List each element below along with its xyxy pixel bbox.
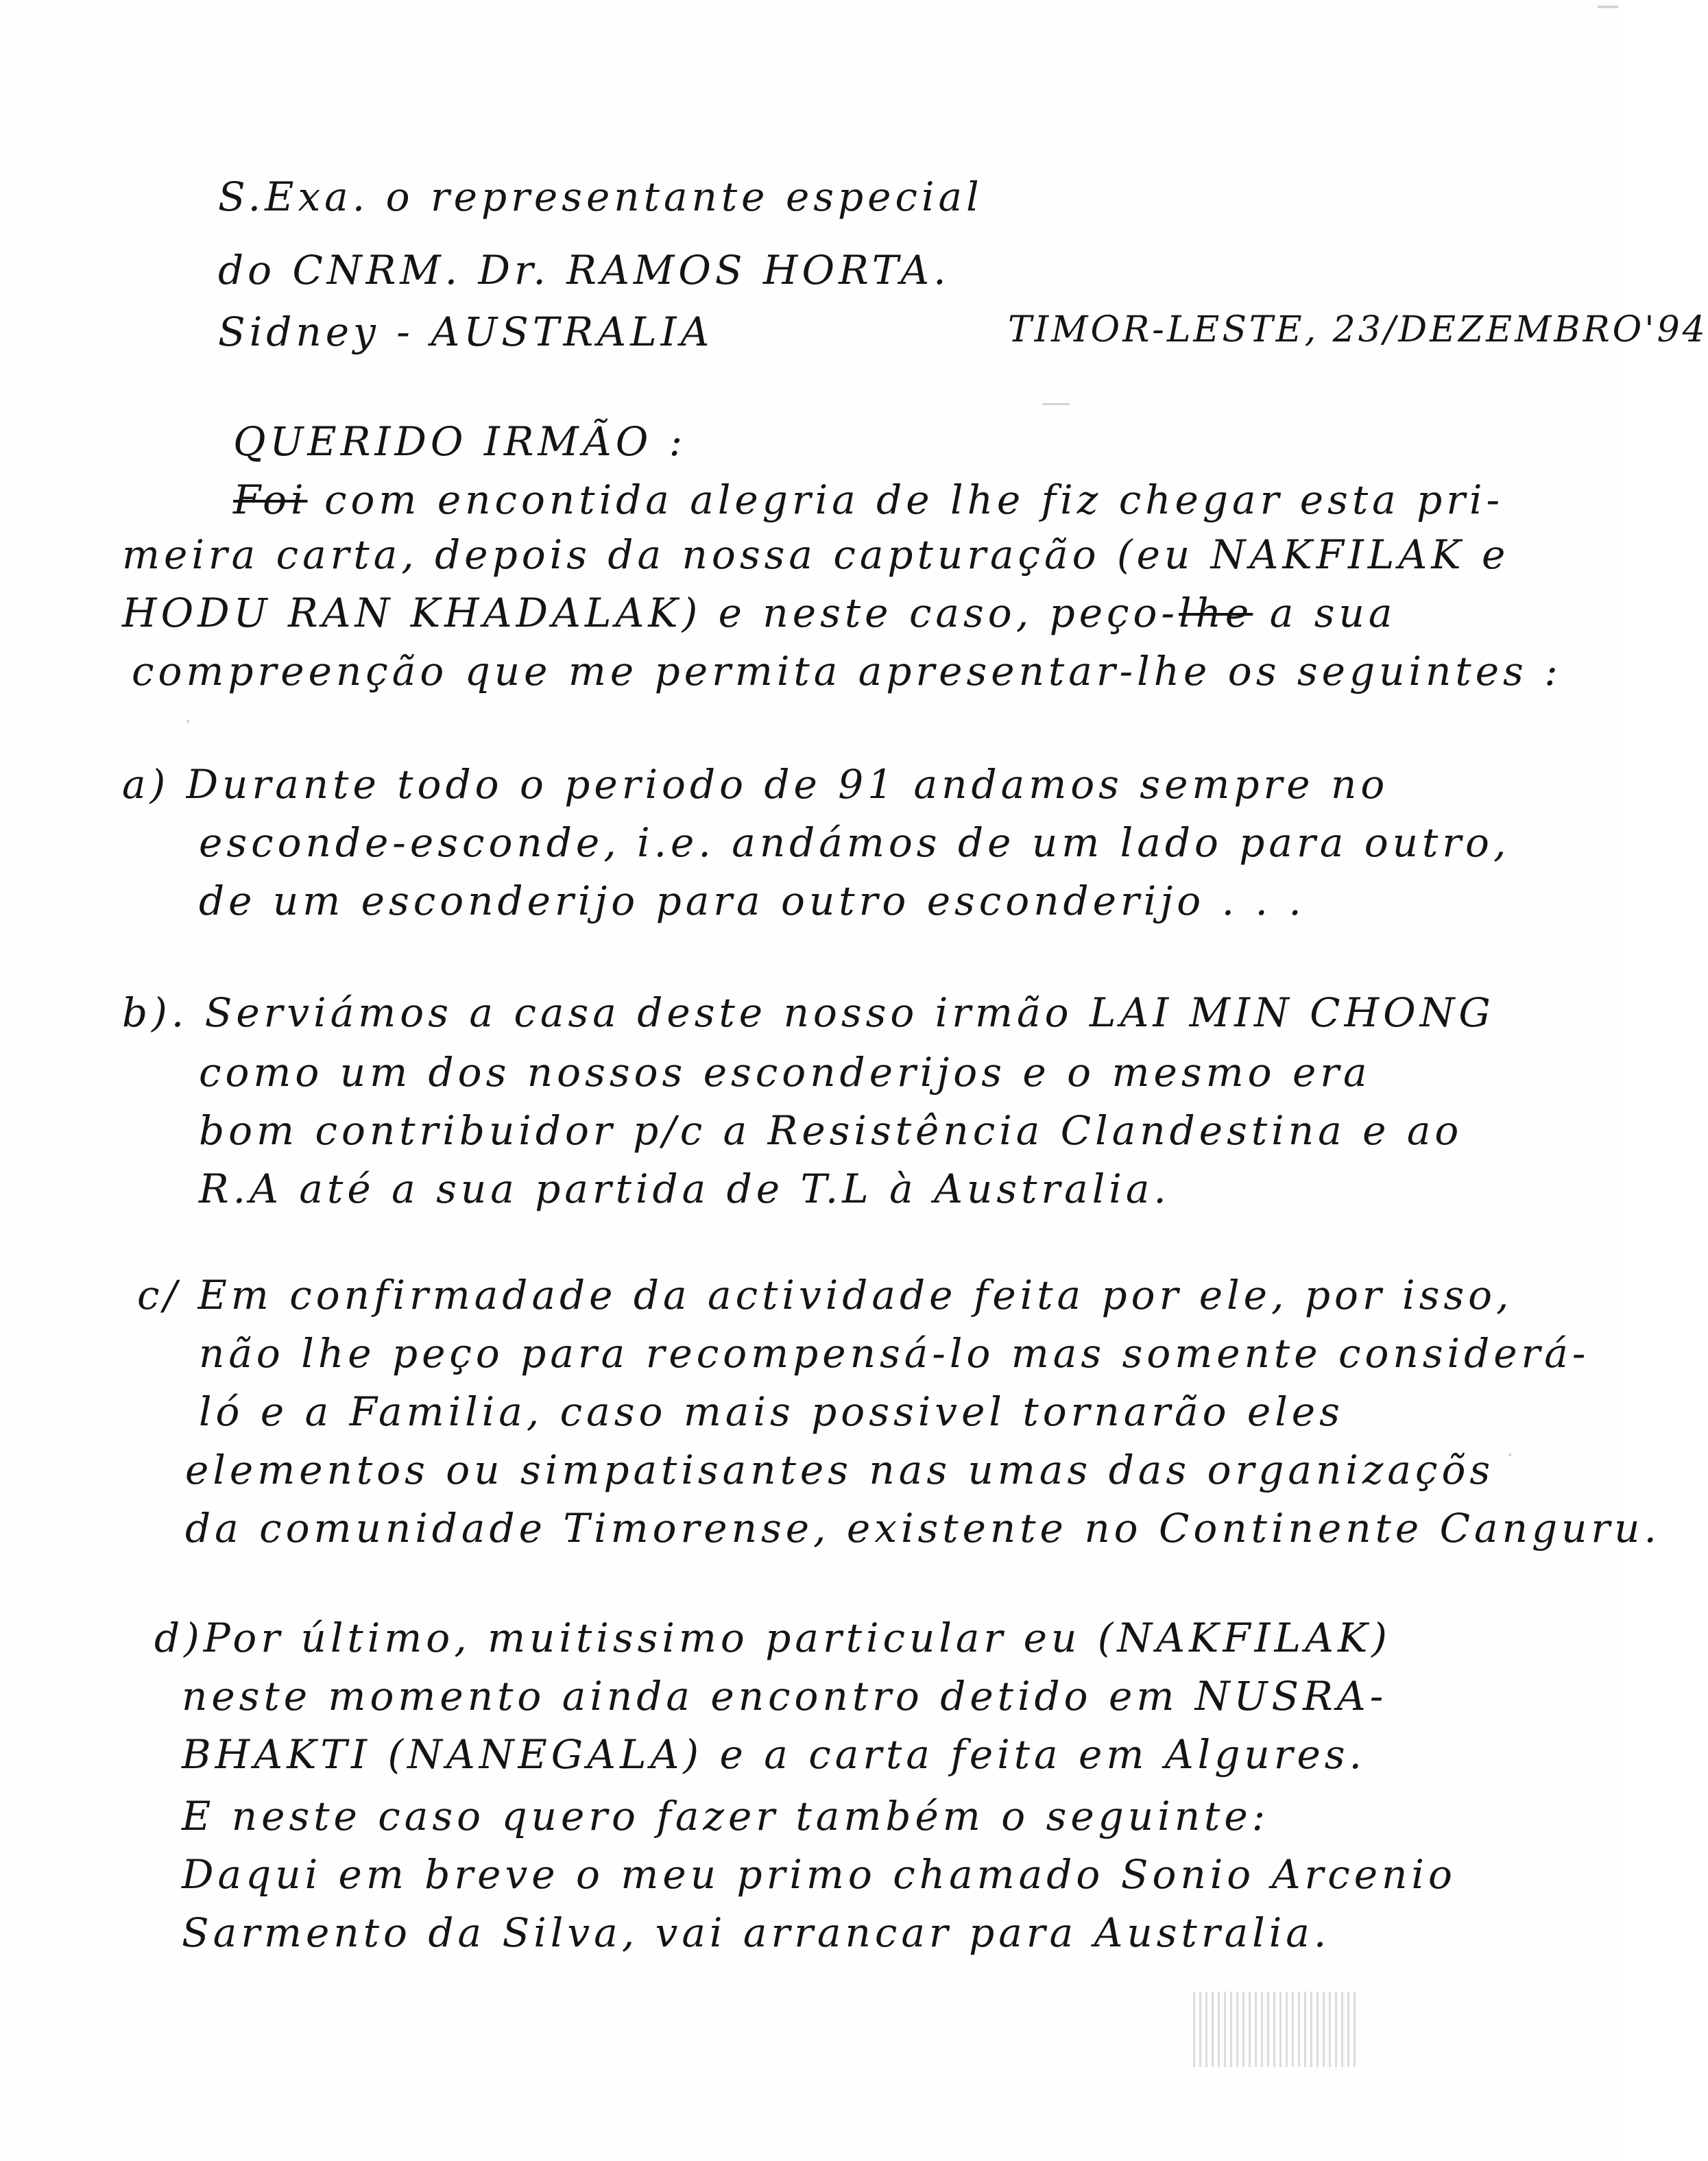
intro-line-1-text: com encontida alegria de lhe fiz chegar esta pri- [324, 476, 1504, 523]
scan-speck [1508, 1453, 1511, 1456]
address-line-3: Sidney - AUSTRALIA [218, 309, 714, 355]
item-d-line-6: Sarmento da Silva, vai arrancar para Australia. [182, 1909, 1331, 1956]
intro-line-4: compreenção que me permita apresentar-lhe os seguintes : [132, 648, 1562, 695]
item-b-line-2: como um dos nossos esconderijos e o mesmo era [199, 1049, 1371, 1096]
place-date: TIMOR-LESTE, 23/DEZEMBRO'94 [1008, 309, 1708, 350]
item-a-line-1: a) Durante todo o periodo de 91 andamos sempre no [122, 761, 1389, 808]
scan-noise-mark [1193, 1992, 1358, 2067]
item-d-line-5: Daqui em breve o meu primo chamado Sonio Arcenio [182, 1851, 1456, 1898]
item-b-line-3: bom contribuidor p/c a Resistência Clandestina e ao [199, 1107, 1463, 1154]
intro-strikethrough-word: Foi [233, 476, 308, 523]
item-d-line-1: d)Por último, muitissimo particular eu (NAKFILAK) [154, 1615, 1391, 1661]
item-a-line-3: de um esconderijo para outro esconderijo . . . [199, 878, 1306, 924]
intro-strikethrough-pronoun: lhe [1179, 590, 1253, 636]
item-c-line-1: c/ Em confirmadade da actividade feita por ele, por isso, [137, 1272, 1513, 1318]
address-line-1: S.Exa. o representante especial [218, 173, 983, 220]
intro-line-3 [122, 590, 1397, 636]
intro-line-3-end: a sua [1269, 590, 1397, 636]
item-c-line-4: elementos ou simpatisantes nas umas das organizaçõs [185, 1447, 1495, 1493]
item-b-line-4: R.A até a sua partida de T.L à Australia. [199, 1166, 1170, 1212]
intro-line-2: meira carta, depois da nossa capturação (eu NAKFILAK e [122, 531, 1510, 578]
intro-line-3-text: HODU RAN KHADALAK) e neste caso, peço- [122, 590, 1179, 636]
scan-speck [1042, 403, 1070, 405]
item-d-line-2: neste momento ainda encontro detido em NUSRA- [182, 1673, 1388, 1719]
scan-speck [187, 720, 189, 723]
scan-speck [1598, 5, 1618, 8]
salutation: QUERIDO IRMÃO : [233, 418, 687, 465]
address-line-2: do CNRM. Dr. RAMOS HORTA. [218, 247, 950, 293]
item-a-line-2: esconde-esconde, i.e. andámos de um lado para outro, [199, 819, 1511, 866]
item-d-line-4: E neste caso quero fazer também o seguinte: [182, 1793, 1270, 1839]
item-b-line-1: b). Serviámos a casa deste nosso irmão LAI MIN CHONG [122, 989, 1495, 1036]
item-c-line-5: da comunidade Timorense, existente no Continente Canguru. [185, 1505, 1661, 1552]
item-c-line-3: ló e a Familia, caso mais possivel tornarão eles [199, 1388, 1344, 1435]
intro-line-1 [233, 476, 1504, 523]
item-d-line-3: BHAKTI (NANEGALA) e a carta feita em Algures. [182, 1731, 1366, 1778]
item-c-line-2: não lhe peço para recompensá-lo mas somente considerá- [199, 1330, 1590, 1377]
